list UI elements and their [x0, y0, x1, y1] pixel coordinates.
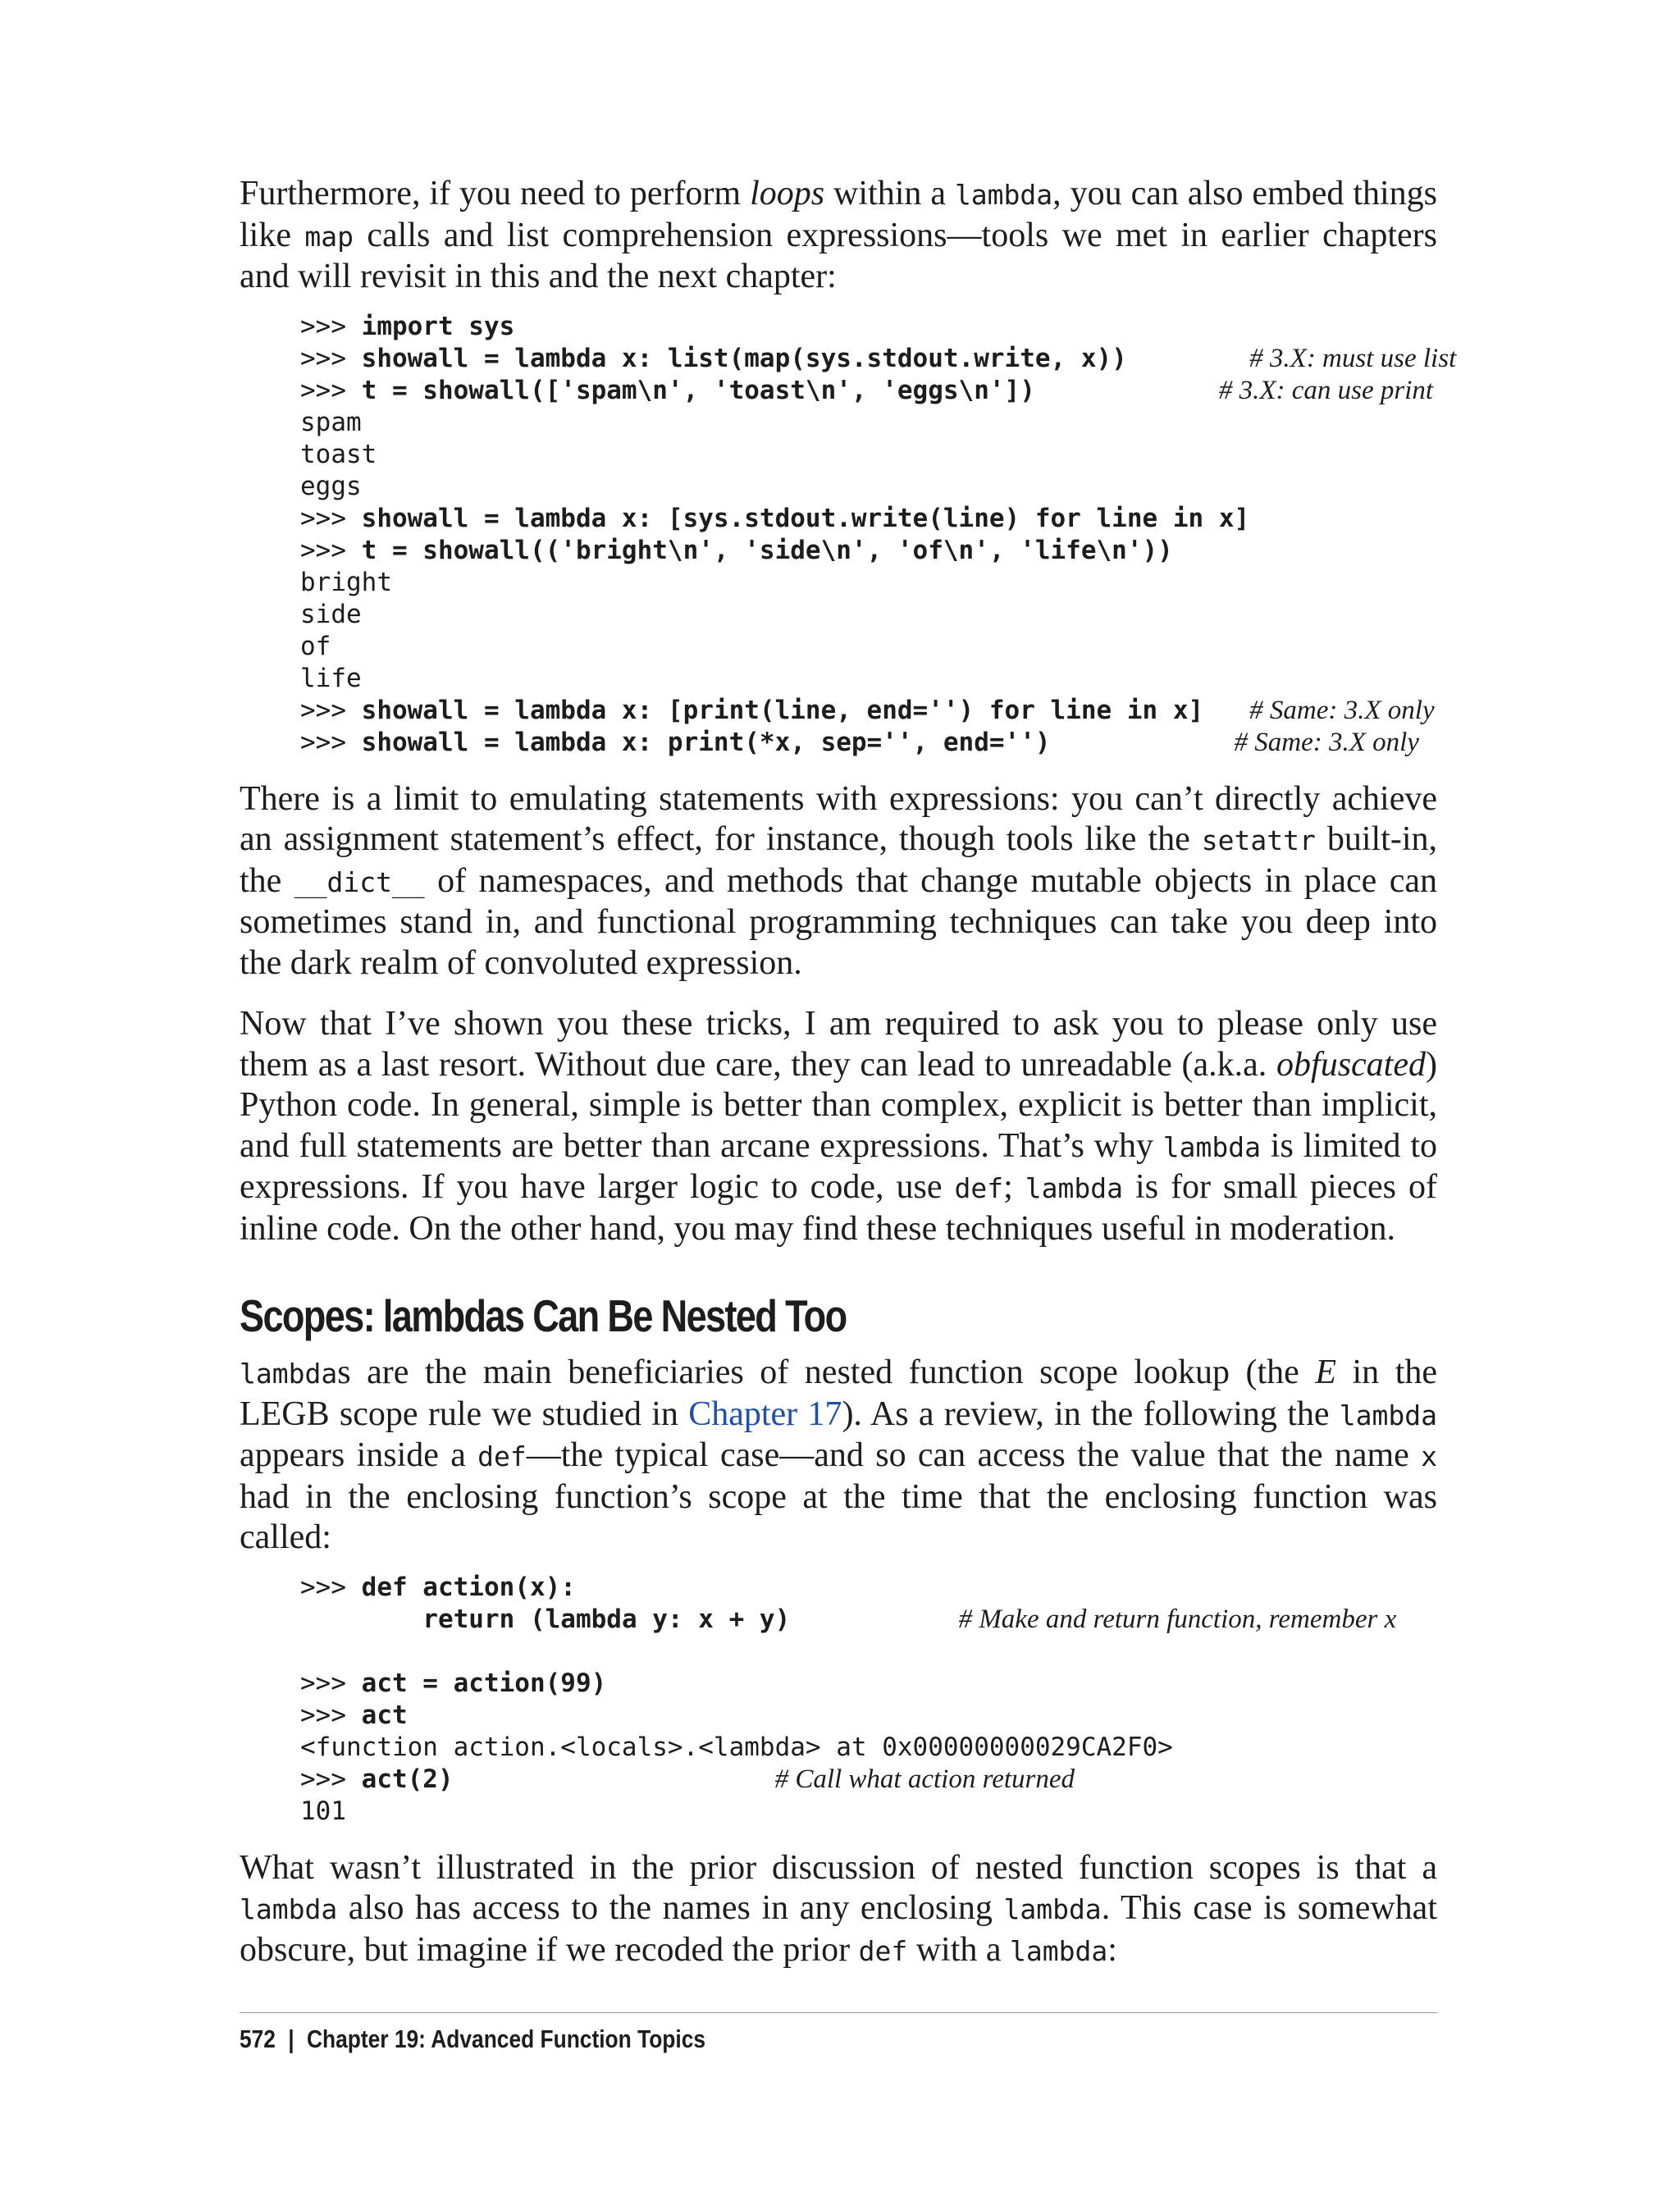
- emphasis-e: E: [1315, 1354, 1336, 1391]
- text-run: is limited to expressions. If you have larger logic to code, use: [240, 1126, 1437, 1206]
- code-line: >>> act: [300, 1700, 408, 1730]
- code-comment: # Call what action returned: [774, 1764, 1075, 1794]
- paragraph-loops-in-lambda: [240, 174, 1437, 298]
- text-run: —the typical case—and so can access the value that the name: [526, 1436, 1422, 1474]
- text-run: within a: [824, 175, 955, 212]
- paragraph-statement-limits: [240, 779, 1437, 984]
- inline-code: __dict__: [294, 865, 425, 898]
- text-run: appears inside a: [240, 1436, 478, 1474]
- text-run: of namespaces, and methods that change mutable objects in place can sometimes stand in, and functional programming techniques can take you deep into the dark realm of convoluted expression.: [240, 861, 1437, 982]
- text-run: with a: [907, 1930, 1010, 1969]
- page-footer: [240, 2025, 705, 2054]
- text-run: . This case is somewhat obscure, but imagine if we recoded the prior: [240, 1889, 1437, 1969]
- code-comment: # Make and return function, remember x: [958, 1604, 1397, 1634]
- emphasis-loops: loops: [750, 175, 825, 212]
- code-line: >>> showall = lambda x: [print(line, end='') for line in x] # Same: 3.X only: [300, 695, 1435, 725]
- inline-code: lambda: [1003, 1893, 1102, 1925]
- code-line: >>> act = action(99): [300, 1668, 607, 1698]
- code-output: <function action.<locals>.<lambda> at 0x00000000029CA2F0>: [300, 1732, 1173, 1762]
- inline-code: def: [858, 1934, 908, 1967]
- text-run: ;: [1003, 1168, 1025, 1206]
- emphasis-obfuscated: obfuscated: [1276, 1045, 1426, 1084]
- inline-code: lambda: [240, 1893, 338, 1925]
- text-run: , you can also embed things like: [240, 175, 1438, 254]
- code-line: >>> t = showall(('bright\n', 'side\n', 'of\n', 'life\n')): [300, 535, 1173, 565]
- paragraph-nested-scope: [240, 1353, 1437, 1559]
- code-line: >>> t = showall(['spam\n', 'toast\n', 'eggs\n']) # 3.X: can use print: [300, 375, 1434, 405]
- text-run: in the LEGB scope rule we studied in: [240, 1354, 1438, 1433]
- text-run: Now that I’ve shown you these tricks, I am required to ask you to please only use them as a last resort. Without due care, they can lead to unreadable (a.k.a.: [240, 1005, 1437, 1084]
- code-output: of: [300, 631, 331, 661]
- text-run: What wasn’t illustrated in the prior discussion of nested function scopes is that a: [240, 1848, 1437, 1887]
- inline-code: lambda: [240, 1358, 338, 1390]
- code-comment: # 3.X: must use list: [1249, 343, 1457, 373]
- section-heading: Scopes: lambdas Can Be Nested Too: [240, 1290, 847, 1341]
- code-comment: # Same: 3.X only: [1234, 727, 1419, 757]
- code-output: toast: [300, 439, 377, 469]
- text-run: Furthermore, if you need to perform: [240, 175, 751, 212]
- code-output: bright: [300, 567, 392, 597]
- code-output: spam: [300, 407, 362, 437]
- inline-code: setattr: [1201, 824, 1316, 856]
- code-output: life: [300, 663, 362, 693]
- inline-code: def: [954, 1172, 1004, 1204]
- code-line: >>> showall = lambda x: print(*x, sep='', end='') # Same: 3.X only: [300, 727, 1419, 757]
- code-output: eggs: [300, 471, 362, 501]
- code-line: >>> def action(x):: [300, 1572, 576, 1602]
- inline-code: def: [477, 1440, 527, 1472]
- text-run: built-in, the: [240, 820, 1438, 900]
- paragraph-use-as-last-resort: [240, 1004, 1437, 1249]
- inline-code: lambda: [954, 179, 1053, 211]
- text-run: had in the enclosing function’s scope at the time that the enclosing function was called:: [240, 1477, 1437, 1556]
- inline-code: lambda: [1010, 1934, 1108, 1967]
- code-line: >>> showall = lambda x: list(map(sys.stdout.write, x)) # 3.X: must use list: [300, 343, 1457, 373]
- footer-rule: [240, 2012, 1437, 2013]
- code-line: >>> showall = lambda x: [sys.stdout.write(line) for line in x]: [300, 503, 1250, 533]
- inline-code: map: [304, 220, 354, 253]
- text-run: calls and list comprehension expressions—tools we met in earlier chapters and will revisit in this and the next chapter:: [240, 216, 1437, 295]
- text-run: also has access to the names in any enclosing: [337, 1889, 1004, 1927]
- text-run: There is a limit to emulating statements with expressions: you can’t directly achieve an assignment statement’s effect, for instance, though tools like the: [240, 779, 1437, 858]
- code-line: >>> act(2) # Call what action returned: [300, 1764, 1075, 1794]
- code-block-showall: [300, 311, 1457, 759]
- inline-code: lambda: [1025, 1172, 1124, 1204]
- paragraph-enclosing-lambda: [240, 1848, 1437, 1972]
- inline-code: lambda: [1162, 1130, 1261, 1163]
- footer-separator: |: [288, 2025, 294, 2053]
- text-run: ) Python code. In general, simple is better than complex, explicit is better than implicit, and full statements are better than arcane expressions. That’s why: [240, 1045, 1437, 1165]
- code-comment: # 3.X: can use print: [1218, 375, 1434, 405]
- code-output: side: [300, 599, 362, 629]
- page-number: 572: [240, 2025, 276, 2053]
- code-comment: # Same: 3.X only: [1249, 695, 1435, 725]
- code-output: 101: [300, 1796, 346, 1826]
- code-line: return (lambda y: x + y) # Make and return function, remember x: [422, 1604, 1397, 1634]
- code-block-action: [300, 1572, 1437, 1828]
- text-run: ). As a review, in the following the: [842, 1395, 1340, 1433]
- code-line: >>> import sys: [300, 311, 515, 341]
- text-run: :: [1107, 1930, 1117, 1969]
- text-run: is for small pieces of inline code. On the other hand, you may find these techniques useful in moderation.: [240, 1168, 1438, 1248]
- inline-code: x: [1421, 1440, 1437, 1472]
- inline-code: lambda: [1339, 1399, 1437, 1431]
- page-body: [240, 174, 1457, 1971]
- running-chapter-title: Chapter 19: Advanced Function Topics: [306, 2025, 706, 2053]
- chapter-17-link[interactable]: Chapter 17: [688, 1395, 842, 1433]
- text-run: s are the main beneficiaries of nested function scope lookup (the: [337, 1354, 1316, 1391]
